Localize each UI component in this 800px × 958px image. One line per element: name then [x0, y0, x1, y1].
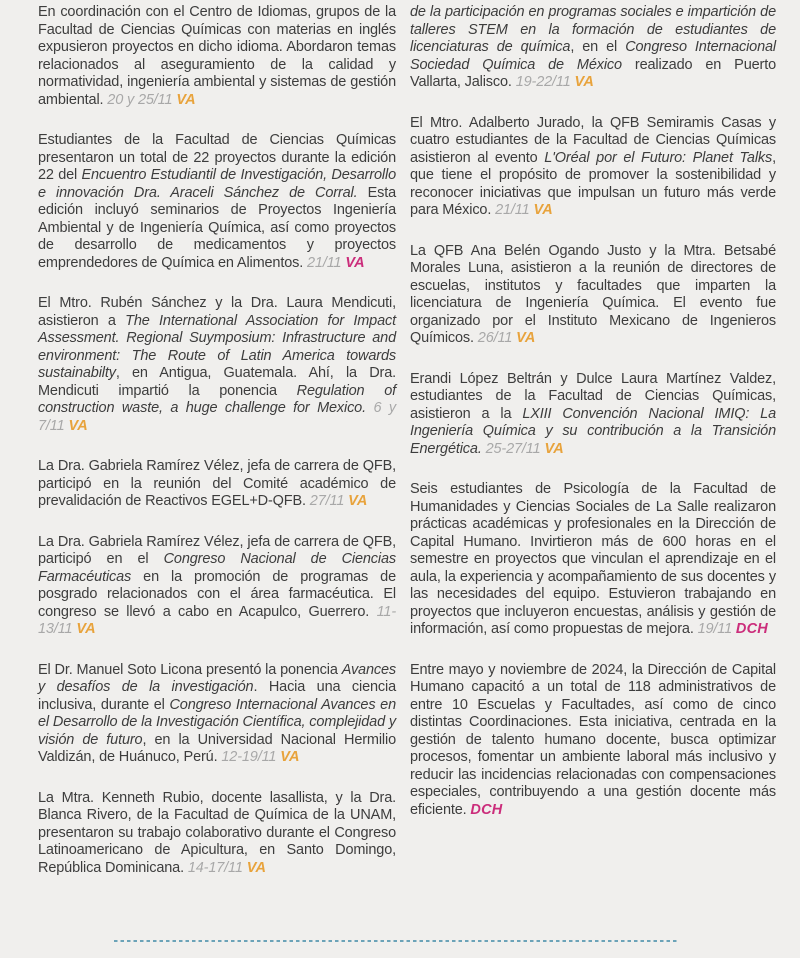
source-tag: VA [176, 91, 196, 108]
body-text: Seis estudiantes de Psicología de la Facultad de Humanidades y Ciencias Sociales de La Salle realizaron prácticas académicas y profesionales en la Dirección de Capital Humano. Invirtieron más de 600 horas en el semestre en proyectos que vinculan el aprendizaje en el aula, la experiencia y acompañamiento de sus docentes y las necesidades del equipo. Estuvieron trabajando en proyectos que incluyeron encuestas, análisis y gestión de información, así como propuestas de mejora. [410, 481, 776, 637]
body-text: La Dra. Gabriela Ramírez Vélez, jefa de carrera de QFB, participó en la reunión del Comité académico de prevalidación de Reactivos EGEL+D-QFB. [38, 458, 396, 509]
italic-title-text: Regulation of construction waste, a huge challenge for Mexico. [38, 382, 396, 416]
italic-title-text: L'Oréal por el Futuro: Planet Talks [544, 149, 773, 166]
paragraph-left-7 [38, 790, 396, 878]
body-text: , en la Universidad Nacional Hermilio Valdizán, de Huánuco, Perú. [38, 731, 396, 765]
italic-title-text: de la participación en programas sociales e impartición de talleres STEM en la formación de estudiantes de licenciaturas de química [410, 4, 776, 55]
left-column [38, 4, 396, 900]
date-label: 6 y 7/11 [38, 400, 396, 434]
date-label: 21/11 [495, 202, 534, 218]
date-label: 25-27/11 [485, 440, 545, 457]
dashed-section-divider [114, 940, 678, 942]
italic-title-text: LXIII Convención Nacional IMIQ: La Ingeniería Química y su contribución a la Transición Energética. [410, 405, 776, 457]
body-text: La QFB Ana Belén Ogando Justo y la Mtra. Betsabé Morales Luna, asistieron a la reunión de directores de escuelas, institutos y facultades que imparten la licenciatura de Ingeniería Química. El evento fue organizado por el Instituto Mexicano de Ingenieros Químicos. [410, 242, 776, 346]
date-label: 20 y 25/11 [107, 91, 177, 108]
paragraph-left-4 [38, 458, 396, 511]
paragraph-left-1 [38, 4, 396, 109]
body-text: El Mtro. Rubén Sánchez y la Dra. Laura Mendicuti, asistieron a [38, 295, 396, 329]
paragraph-left-5 [38, 534, 396, 639]
body-text: El Dr. Manuel Soto Licona presentó la ponencia [38, 661, 342, 678]
body-text: . Hacia una ciencia inclusiva, durante el [38, 679, 397, 713]
date-label: 12-19/11 [221, 749, 281, 765]
body-text: La Mtra. Kenneth Rubio, docente lasallista, y la Dra. Blanca Rivero, de la Facultad de Química de la UNAM, presentaron su trabajo colaborativo durante el Congreso Latinoamericano de Apicultura, en Santo Domingo, República Dominicana. [38, 789, 396, 876]
source-tag: VA [348, 493, 368, 509]
paragraph-right-6 [410, 662, 776, 820]
paragraph-left-6 [38, 662, 396, 767]
italic-title-text: Encuentro Estudiantil de Investigación, Desarrollo e innovación Dra. Araceli Sánchez de Corral. [38, 167, 396, 201]
body-text: , en Antigua, Guatemala. Ahí, la Dra. Mendicuti impartió la ponencia [38, 365, 396, 399]
italic-title-text: Congreso Internacional Avances en el Desarrollo de la Investigación Científica, complejidad y visión de futuro [38, 696, 396, 748]
date-label: 11-13/11 [38, 603, 396, 637]
source-tag: VA [68, 417, 88, 434]
body-text: En coordinación con el Centro de Idiomas, grupos de la Facultad de Ciencias Químicas con materias en inglés expusieron proyectos en dicho idioma. Abordaron temas relacionados al aseguramiento de la calidad y normatividad, ingeniería ambiental y sistemas de gestión ambiental. [38, 4, 396, 108]
body-text: Estudiantes de la Facultad de Ciencias Químicas presentaron un total de 22 proyectos durante la edición 22 del [38, 132, 396, 183]
source-tag: VA [516, 330, 536, 346]
body-text: Entre mayo y noviembre de 2024, la Dirección de Capital Humano capacitó a un total de 118 administrativos de entre 10 Escuelas y Facultades, así como de cinco distintas Coordinaciones. Esta iniciativa, centrada en la gestión de talento humano docente, busca optimizar procesos, fomentar un ambiente laboral más inclusivo y reducir las incidencias relacionadas con compensaciones especiales, contribuyendo a una gestión docente más eficiente. [410, 661, 776, 818]
source-tag: VA [280, 749, 300, 765]
paragraph-left-2 [38, 132, 396, 272]
body-text: en la promoción de programas de posgrado relacionados con el área farmacéutica. El congreso se llevó a cabo en Acapulco, Guerrero. [38, 568, 396, 620]
body-text: , que tiene el propósito de promover la sostenibilidad y reconocer iniciativas que impulsan un futuro más verde para México. [410, 149, 776, 218]
source-tag: VA [76, 621, 96, 637]
body-text: La Dra. Gabriela Ramírez Vélez, jefa de carrera de QFB, participó en el [38, 533, 396, 567]
date-label: 27/11 [309, 493, 349, 509]
body-text: Erandi López Beltrán y Dulce Laura Martínez Valdez, estudiantes de la Facultad de Ciencias Químicas, asistieron a la [410, 370, 776, 422]
source-tag: VA [246, 859, 267, 876]
source-tag: VA [544, 440, 564, 457]
body-text: realizado en Puerto Vallarta, Jalisco. [410, 56, 776, 90]
italic-title-text: The International Association for Impact Assessment. Regional Suymposium: Infrastructure and environment: The Route of Latin America towards sustainabilty [38, 312, 396, 381]
paragraph-right-2 [410, 115, 776, 220]
paragraph-right-4 [410, 371, 776, 459]
italic-title-text: Congreso Nacional de Ciencias Farmacéuticas [38, 551, 396, 585]
source-tag: VA [345, 254, 365, 271]
source-tag: DCH [735, 621, 768, 637]
italic-title-text: Avances y desafíos de la investigación [38, 661, 396, 695]
date-label: 21/11 [307, 254, 346, 271]
italic-title-text: Congreso Internacional Sociedad Química de México [410, 39, 776, 73]
paragraph-right-5 [410, 481, 776, 639]
body-text: , en el [570, 39, 626, 55]
date-label: 19/11 [697, 621, 736, 637]
paragraph-right-1 [410, 4, 776, 92]
paragraph-right-3 [410, 243, 776, 348]
source-tag: VA [574, 74, 595, 90]
date-label: 14-17/11 [187, 859, 247, 876]
body-text: El Mtro. Adalberto Jurado, la QFB Semiramis Casas y cuatro estudiantes de la Facultad de Ciencias Químicas asistieron al evento [410, 114, 776, 166]
source-tag: VA [533, 202, 553, 218]
paragraph-left-3 [38, 295, 396, 435]
date-label: 19-22/11 [515, 74, 575, 90]
date-label: 26/11 [477, 330, 517, 346]
source-tag: DCH [470, 801, 503, 818]
right-column [410, 4, 776, 842]
body-text: Esta edición incluyó seminarios de Proyectos Ingeniería Ambiental y de Ingeniería Química, así como proyectos de desarrollo de medicamentos y proyectos emprendedores de Química en Alimentos. [38, 184, 396, 271]
